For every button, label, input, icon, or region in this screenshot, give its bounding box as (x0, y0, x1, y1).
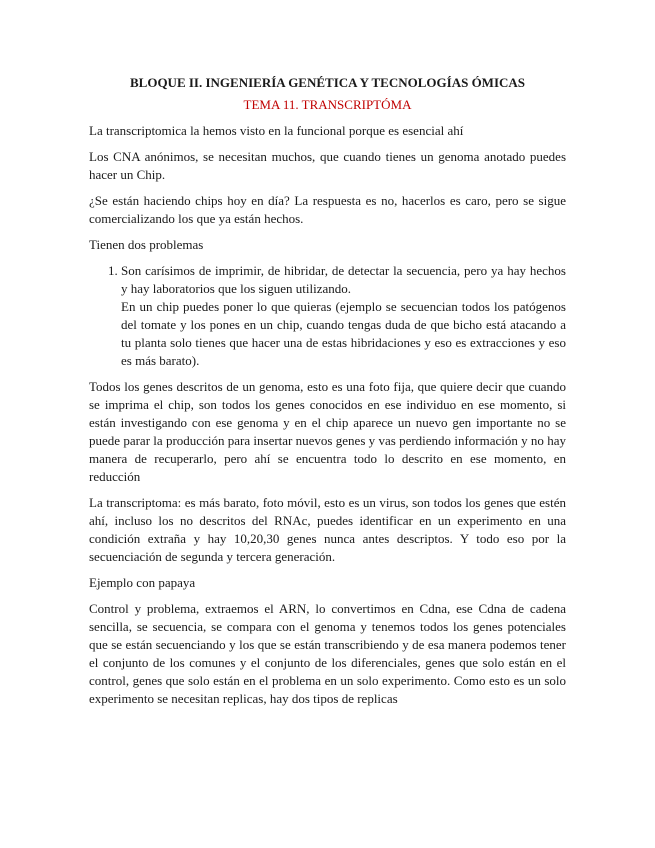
list-item (121, 262, 566, 370)
paragraph-5: Todos los genes descritos de un genoma, esto es una foto fija, que quiere decir que cuando se imprima el chip, son todos los genes conocidos en ese individuo en ese momento, si están investigando con ese genoma y en el chip aparece un nuevo gen importante no se puede parar la producción para insertar nuevos genes y vas perdiendo información y no hay manera de recuperarlo, pero ahí se encuentra todo lo descrito en ese momento, en reducción (89, 379, 566, 484)
paragraph-7: Ejemplo con papaya (89, 575, 196, 590)
list-item-extra: En un chip puedes poner lo que quieras (ejemplo se secuencian todos los patógenos del tomate y los pones en un chip, cuando tengas duda de que bicho está atacando a tu planta solo tienes que hacer una de estas hibridaciones y eso es extracciones y eso es más barato). (121, 299, 566, 368)
document-title: BLOQUE II. INGENIERÍA GENÉTICA Y TECNOLOGÍAS ÓMICAS (129, 75, 526, 90)
paragraph-2: Los CNA anónimos, se necesitan muchos, que cuando tienes un genoma anotado puedes hacer un Chip. (89, 149, 566, 182)
problems-list (89, 262, 566, 370)
paragraph-8: Control y problema, extraemos el ARN, lo convertimos en Cdna, ese Cdna de cadena sencilla, se secuencia, se compara con el genoma y tenemos todos los genes potenciales que se están secuenciando y los que se están transcribiendo y de esa manera podemos tener el conjunto de los comunes y el conjunto de los diferenciales, genes que solo están en el control, genes que solo están en el problema en un solo experimento. Como esto es un solo experimento se necesitan replicas, hay dos tipos de replicas (89, 601, 566, 706)
paragraph-4: Tienen dos problemas (89, 237, 204, 252)
document-content (89, 74, 566, 716)
document-subtitle: TEMA 11. TRANSCRIPTÓMA (243, 97, 412, 112)
paragraph-3: ¿Se están haciendo chips hoy en día? La respuesta es no, hacerlos es caro, pero se sigue comercializando los que ya están hechos. (89, 193, 566, 226)
paragraph-6: La transcriptoma: es más barato, foto móvil, esto es un virus, son todos los genes que estén ahí, incluso los no descritos del RNAc, puedes identificar en un experimento en una condición extraña y hay 10,20,30 genes nunca antes descriptos. Y todo eso por la secuenciación de segunda y tercera generación. (89, 495, 566, 564)
list-item-main: Son carísimos de imprimir, de hibridar, de detectar la secuencia, pero ya hay hechos y hay laboratorios que los siguen utilizando. (121, 263, 566, 296)
paragraph-1: La transcriptomica la hemos visto en la funcional porque es esencial ahí (89, 123, 464, 138)
